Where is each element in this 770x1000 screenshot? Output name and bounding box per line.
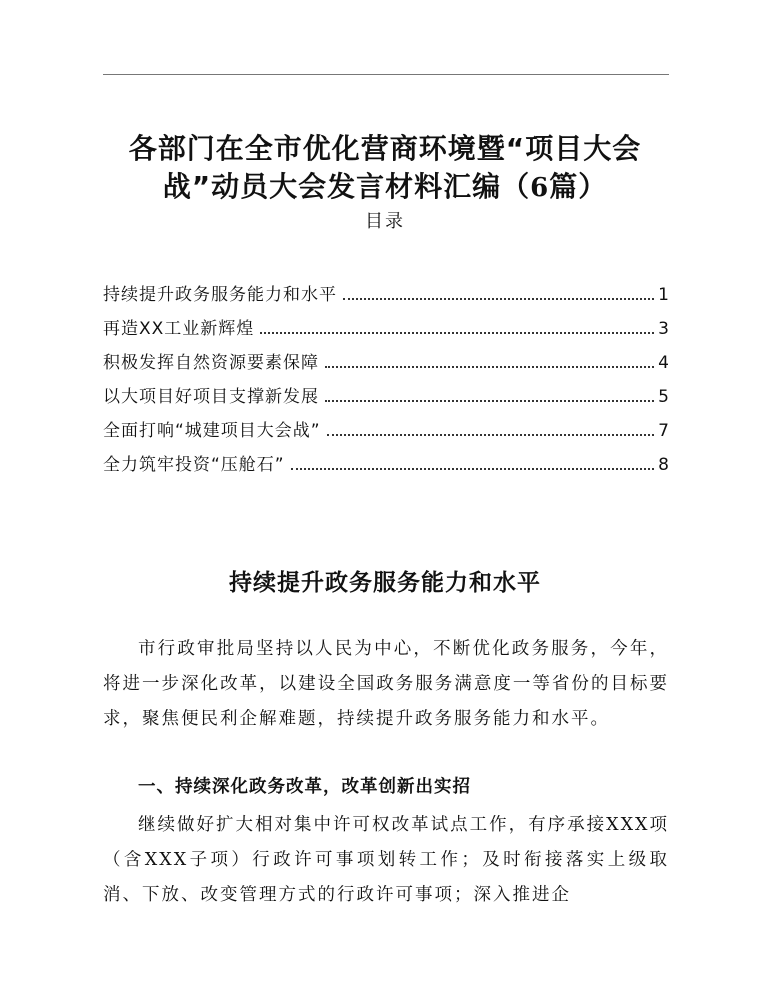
toc-heading: 目录 — [365, 211, 405, 232]
toc-leader-dots — [343, 298, 654, 300]
toc-entry-title: 以大项目好项目支撑新发展 — [103, 387, 319, 407]
toc-entry[interactable] — [103, 348, 669, 382]
toc-entry[interactable] — [103, 382, 669, 416]
toc-entry-page: 1 — [658, 285, 669, 305]
section-paragraph-2: 继续做好扩大相对集中许可权改革试点工作，有序承接XXX项（含XXX子项）行政许可事项划转工作；及时衔接落实上级取消、下放、改变管理方式的行政许可事项；深入推进企 — [103, 815, 669, 905]
toc-entry[interactable] — [103, 416, 669, 450]
toc-entry-page: 8 — [658, 455, 669, 475]
section-title: 持续提升政务服务能力和水平 — [229, 570, 541, 596]
toc-entry-page: 4 — [658, 353, 669, 373]
toc-entry-title: 全面打响“城建项目大会战” — [103, 421, 321, 441]
toc-leader-dots — [260, 332, 654, 334]
toc-entry[interactable] — [103, 450, 669, 484]
toc-entry[interactable] — [103, 280, 669, 314]
toc-leader-dots — [291, 468, 655, 470]
toc-entry-page: 5 — [658, 387, 669, 407]
table-of-contents — [103, 280, 669, 484]
title-article-count: 6 — [530, 173, 550, 203]
toc-entry-title: 全力筑牢投资“压舱石” — [103, 455, 285, 475]
title-line-2 — [100, 168, 670, 207]
toc-entry-page: 7 — [658, 421, 669, 441]
toc-entry-title: 积极发挥自然资源要素保障 — [103, 353, 319, 373]
title-line-2-suffix: 篇） — [549, 170, 608, 203]
toc-leader-dots — [325, 400, 654, 402]
section-subheading-1: 一、持续深化政务改革，改革创新出实招 — [138, 777, 471, 797]
toc-leader-dots — [325, 366, 654, 368]
header-rule — [103, 74, 669, 75]
toc-entry-title: 再造XX工业新辉煌 — [103, 319, 255, 339]
toc-entry-title: 持续提升政务服务能力和水平 — [103, 285, 337, 305]
document-title — [100, 130, 670, 207]
section-paragraph-1: 市行政审批局坚持以人民为中心，不断优化政务服务，今年，将进一步深化改革，以建设全国政务服务满意度一等省份的目标要求，聚焦便民利企解难题，持续提升政务服务能力和水平。 — [103, 639, 669, 729]
title-line-2-prefix: 战”动员大会发言材料汇编（ — [162, 170, 531, 203]
toc-entry-page: 3 — [658, 319, 669, 339]
title-line-1: 各部门在全市优化营商环境暨“项目大会 — [128, 132, 642, 165]
toc-entry[interactable] — [103, 314, 669, 348]
toc-leader-dots — [327, 434, 655, 436]
